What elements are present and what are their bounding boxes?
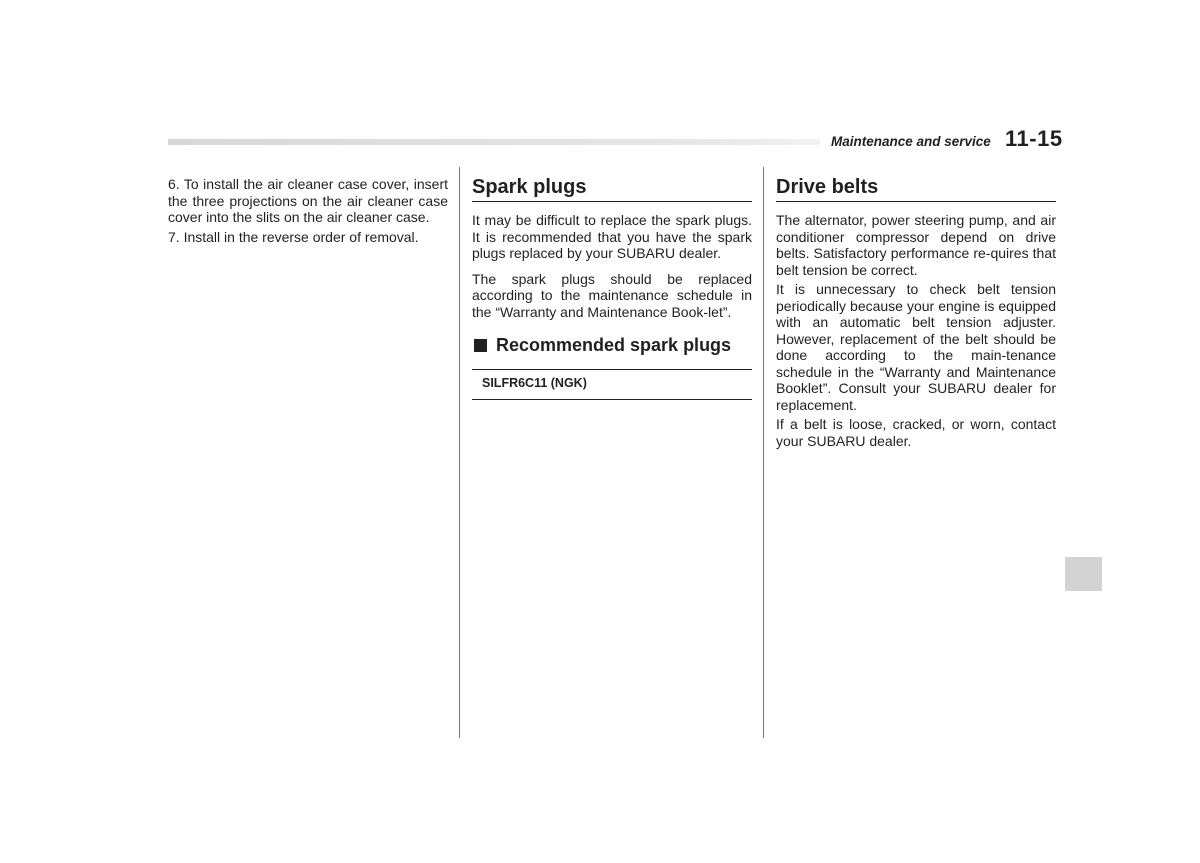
spark-plugs-para-1: It may be difficult to replace the spark plugs. It is recommended that you have the spark plugs replaced by your SUBARU dealer. — [472, 212, 752, 261]
section-title: Maintenance and service — [831, 134, 991, 149]
header-rule — [168, 139, 820, 145]
spark-plug-spec: SILFR6C11 (NGK) — [482, 375, 587, 390]
spark-plug-spec-table — [472, 369, 752, 400]
drive-belts-para-2: It is unnecessary to check belt tension periodically because your engine is equipped with an automatic belt tension adjuster. However, replacement of the belt should be done according to the main-tenance schedule in the “Warranty and Maintenance Booklet”. Consult your SUBARU dealer for replacement. — [776, 281, 1056, 413]
column-spark-plugs — [472, 176, 752, 400]
step-6-text: 6. To install the air cleaner case cover, insert the three projections on the air cleaner case cover into the slits on the air cleaner case. — [168, 176, 448, 225]
column-drive-belts — [776, 176, 1056, 452]
column-divider-2 — [763, 167, 764, 738]
spark-plugs-para-2: The spark plugs should be replaced according to the maintenance schedule in the “Warranty and Maintenance Book-let”. — [472, 270, 752, 320]
drive-belts-para-3: If a belt is loose, cracked, or worn, contact your SUBARU dealer. — [776, 416, 1056, 449]
drive-belts-para-1: The alternator, power steering pump, and air conditioner compressor depend on drive belts. Satisfactory performance re-quires that belt tension be correct. — [776, 212, 1056, 278]
page-number: 11-15 — [1005, 126, 1063, 151]
drive-belts-heading: Drive belts — [776, 176, 1056, 202]
recommended-spark-plugs-heading — [472, 337, 752, 354]
column-divider-1 — [459, 167, 460, 738]
column-left — [168, 176, 448, 248]
spark-plugs-heading: Spark plugs — [472, 176, 752, 202]
step-7-text: 7. Install in the reverse order of removal. — [168, 228, 419, 245]
recommended-spark-plugs-label: Recommended spark plugs — [496, 335, 732, 355]
square-bullet-icon — [474, 339, 487, 352]
chapter-tab-marker — [1065, 557, 1102, 591]
